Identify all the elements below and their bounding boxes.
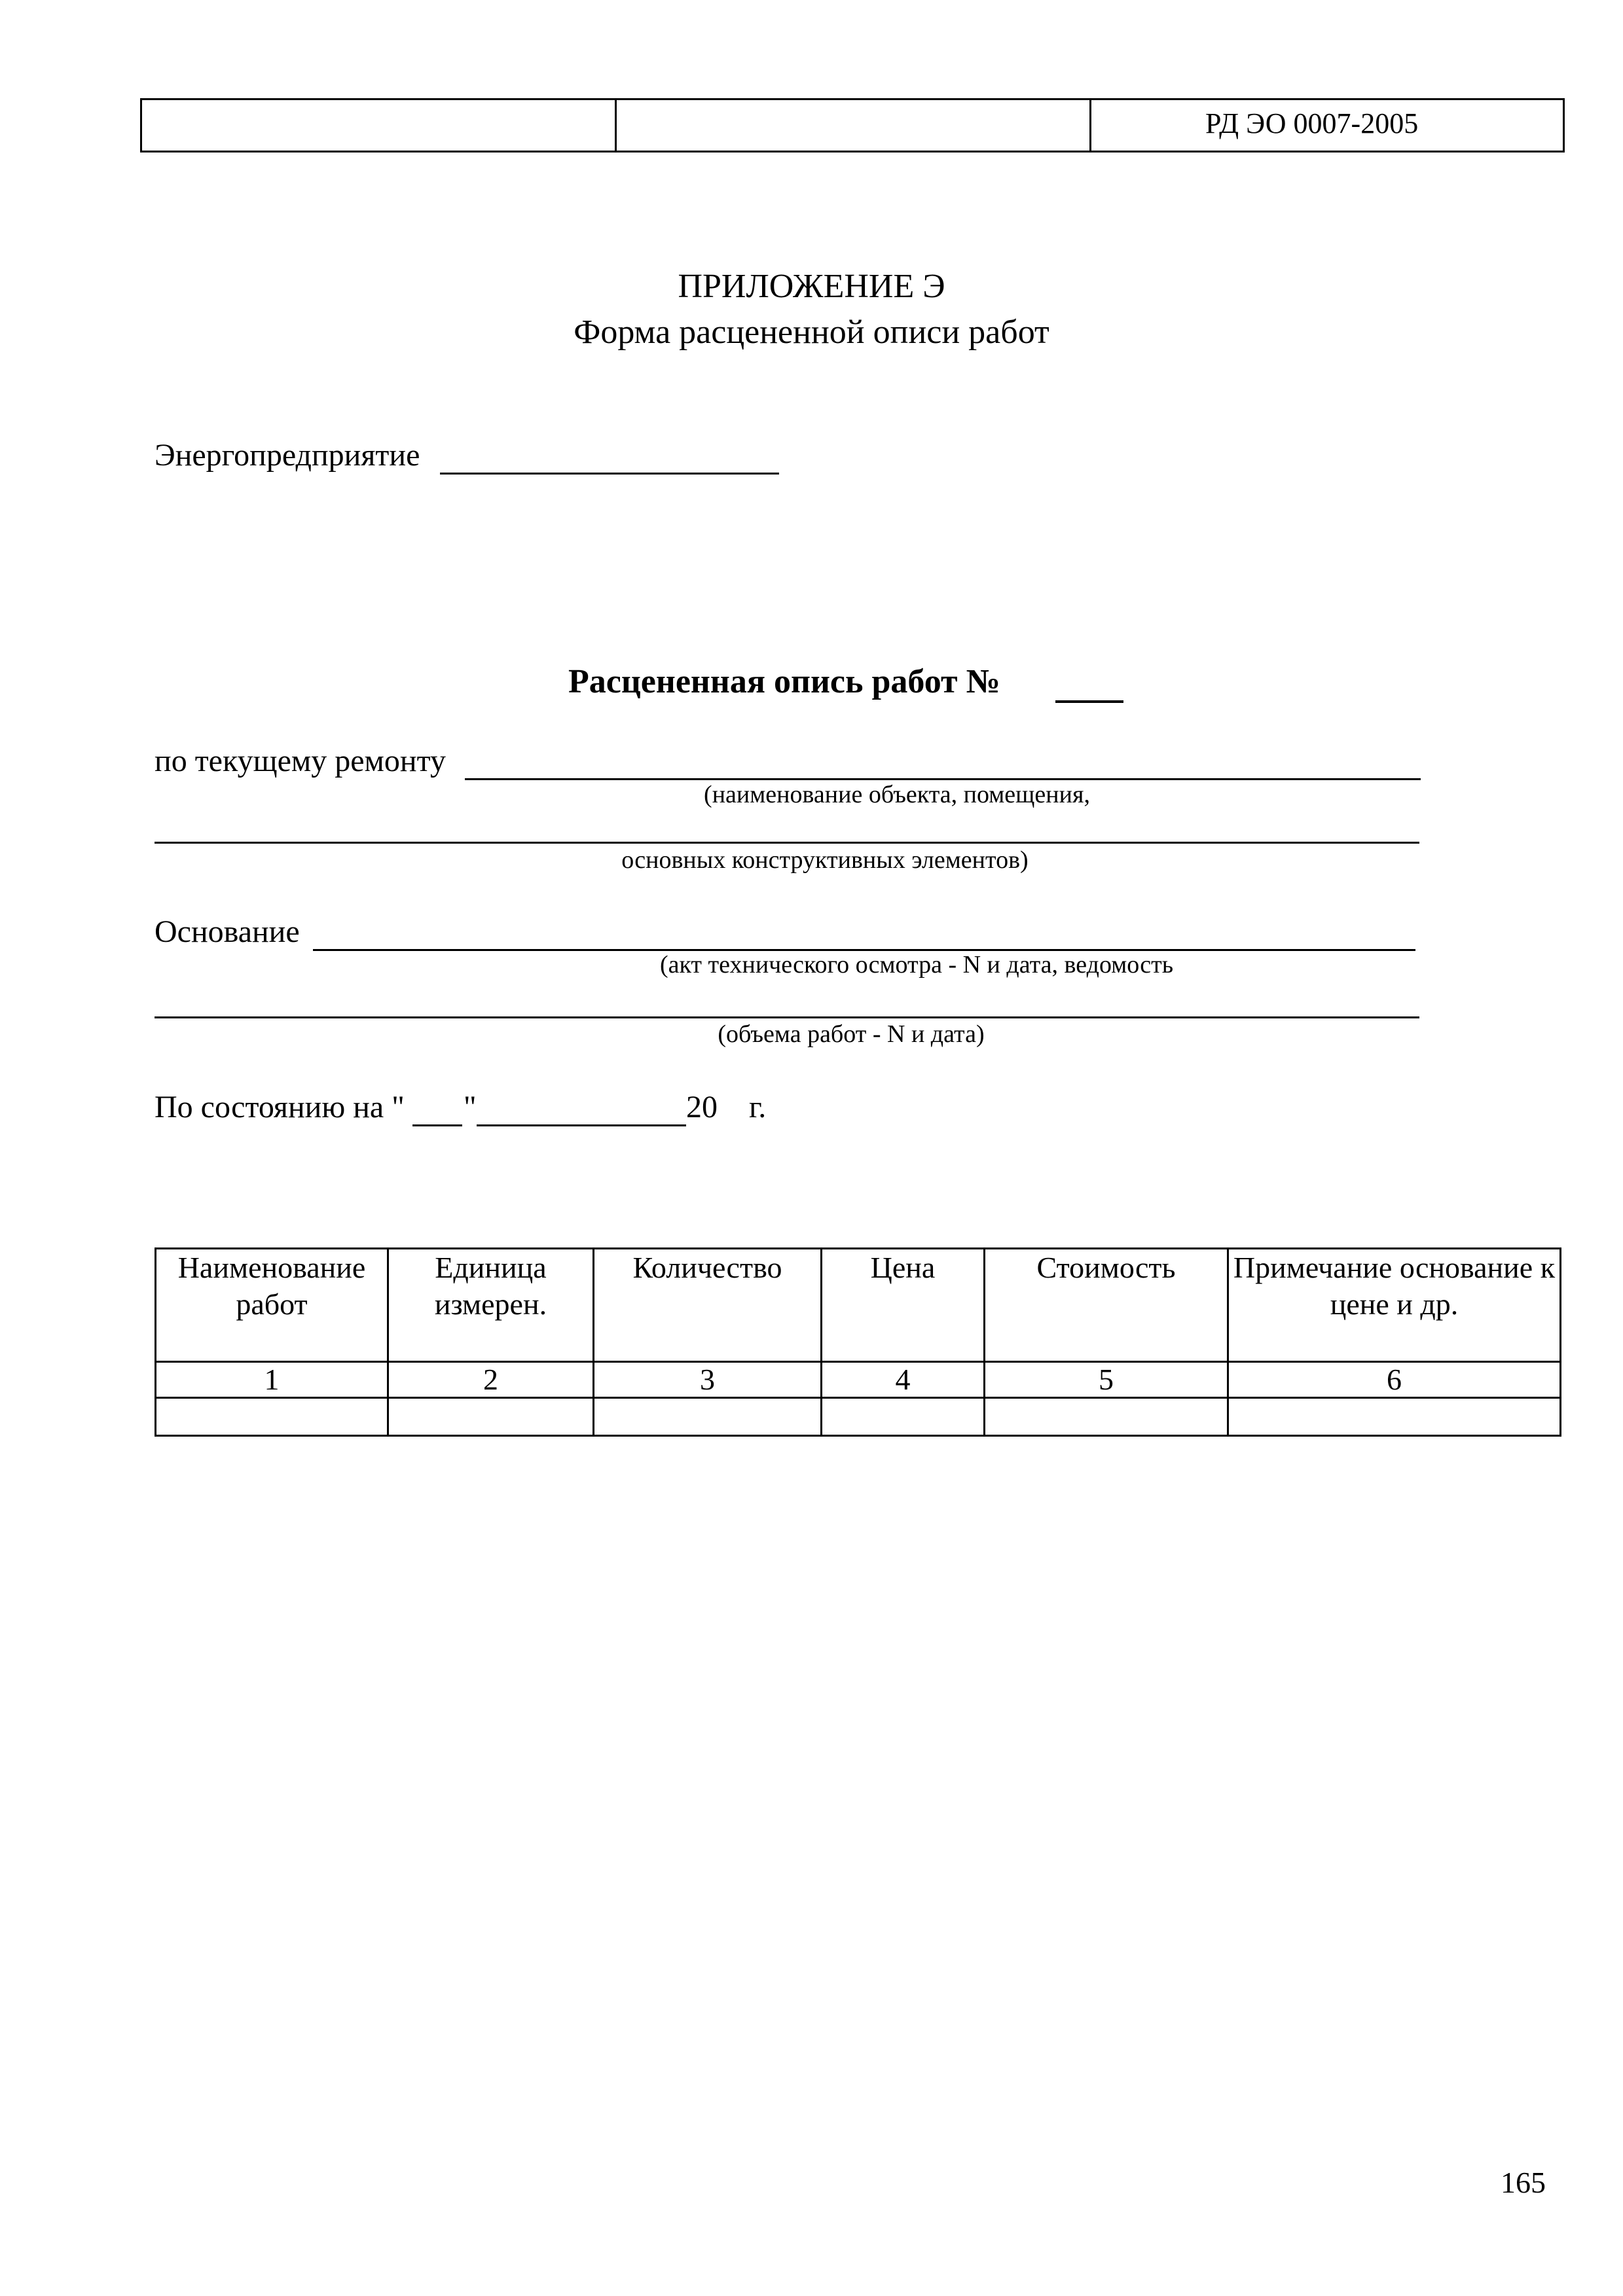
repair-field-line-2[interactable] xyxy=(155,842,1419,844)
column-number: 6 xyxy=(1228,1362,1561,1398)
header-stamp-table xyxy=(140,98,1565,152)
date-year-prefix: 20 xyxy=(686,1090,718,1124)
table-header-row xyxy=(156,1249,1561,1362)
table-cell[interactable] xyxy=(594,1398,822,1436)
repair-label: по текущему ремонту xyxy=(155,744,446,778)
column-header-cost: Стоимость xyxy=(985,1249,1228,1362)
date-prefix: По состоянию на " xyxy=(155,1090,405,1124)
page-number: 165 xyxy=(1501,2166,1546,2199)
column-number: 2 xyxy=(388,1362,594,1398)
enterprise-field-line[interactable] xyxy=(440,473,779,475)
column-header-quantity: Количество xyxy=(594,1249,822,1362)
table-cell[interactable] xyxy=(388,1398,594,1436)
column-number: 1 xyxy=(156,1362,388,1398)
column-header-note: Примечание основание к цене и др. xyxy=(1228,1249,1561,1362)
table-cell[interactable] xyxy=(156,1398,388,1436)
table-cell[interactable] xyxy=(822,1398,985,1436)
document-code: РД ЭО 0007-2005 xyxy=(1205,107,1419,139)
works-table xyxy=(155,1247,1561,1437)
column-number: 4 xyxy=(822,1362,985,1398)
column-header-unit: Единица измерен. xyxy=(388,1249,594,1362)
column-header-price: Цена xyxy=(822,1249,985,1362)
date-quote-close: " xyxy=(464,1090,477,1124)
appendix-title: ПРИЛОЖЕНИЕ Э xyxy=(678,268,945,305)
basis-hint-1: (акт технического осмотра - N и дата, ведомость xyxy=(659,951,1174,978)
table-cell[interactable] xyxy=(1228,1398,1561,1436)
repair-hint-1: (наименование объекта, помещения, xyxy=(704,781,1090,808)
stamp-cell-3 xyxy=(1091,100,1563,151)
appendix-subtitle: Форма расцененной описи работ xyxy=(574,314,1049,351)
date-month-field-line[interactable] xyxy=(477,1124,686,1126)
table-row xyxy=(156,1398,1561,1436)
repair-hint-2: основных конструктивных элементов) xyxy=(621,846,1029,874)
enterprise-label: Энергопредприятие xyxy=(155,438,420,473)
column-number: 3 xyxy=(594,1362,822,1398)
date-day-field-line[interactable] xyxy=(412,1124,462,1126)
column-header-work-name: Наименование работ xyxy=(156,1249,388,1362)
basis-label: Основание xyxy=(155,914,300,949)
date-year-suffix: г. xyxy=(749,1090,767,1124)
form-number-field-line[interactable] xyxy=(1055,700,1123,703)
basis-field-line-2[interactable] xyxy=(155,1016,1419,1018)
table-cell[interactable] xyxy=(985,1398,1228,1436)
basis-hint-2: (объема работ - N и дата) xyxy=(718,1020,985,1048)
form-title: Расцененная опись работ № xyxy=(568,663,1000,700)
column-number: 5 xyxy=(985,1362,1228,1398)
table-number-row xyxy=(156,1362,1561,1398)
stamp-cell-1 xyxy=(142,100,617,151)
stamp-cell-2 xyxy=(617,100,1091,151)
